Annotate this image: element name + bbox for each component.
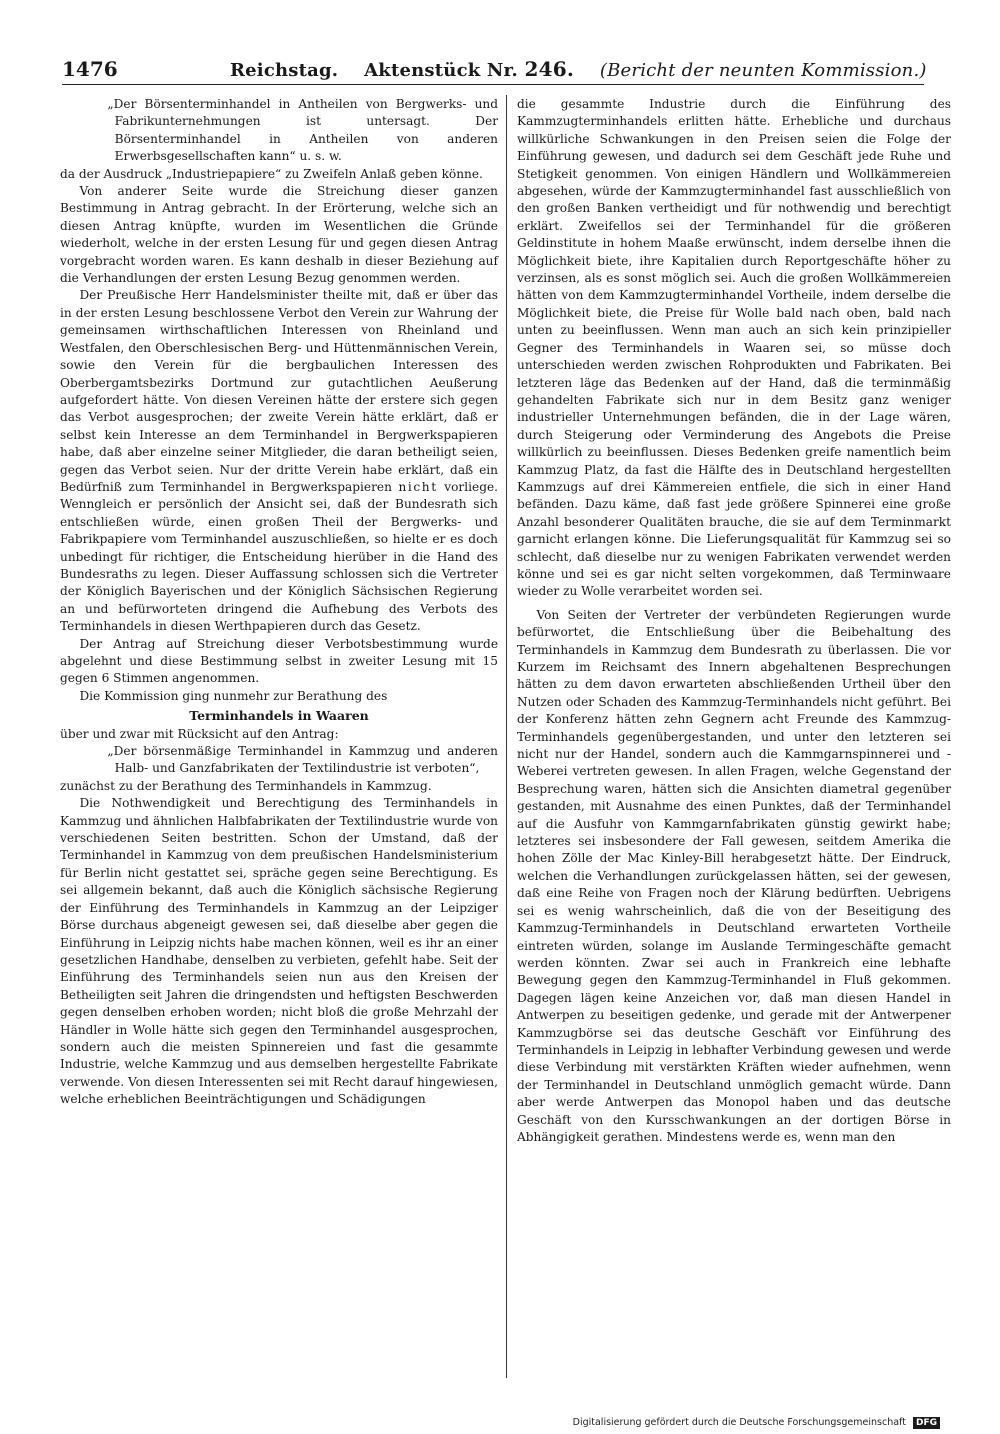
section-heading: Terminhandels in Waaren [189, 708, 369, 724]
dfg-logo: DFG [913, 1417, 940, 1429]
text-paragraph: Die Nothwendigkeit und Berechtigung des Terminhandels in Kammzug und ähnlichen Halbfabrikaten der Textilindustrie wurde von verschiedenen Seiten bestritten. Schon der Umstand, daß der Terminhandel in Kammzug von dem preußischen Handelsministerium für Berlin nicht gestattet sei, spräche gegen seine Berechtigung. Es sei allgemein bekannt, daß auch die Königlich sächsische Regierung der Einführung des Terminhandels in Kammzug an der Leipziger Börse durchaus abgeneigt gewesen sei, daß dieselbe aber gegen die Einführung in Leipzig nichts habe machen können, weil es ihr an einer gesetzlichen Handhabe, denselben zu verbieten, gefehlt habe. Seit der Einführung des Terminhandels seien nun aus den Kreisen der Betheiligten seit Jahren die dringendsten und heftigsten Beschwerden gegen denselben erhoben worden; nicht bloß die große Mehrzahl der Händler in Wolle hätte sich gegen den Terminhandel ausgesprochen, sondern auch die meisten Spinnereien und fast die gesammte Industrie, welche Kammzug und aus demselben hergestellte Fabrikate verwende. Von diesen Interessenten sei mit Recht darauf hingewiesen, welche erheblichen Beeinträchtigungen und Schädigungen [60, 796, 498, 1107]
left-column [60, 96, 498, 1109]
text-run: Der Preußische Herr Handelsminister theilte mit, daß er über das in der ersten Lesung beschlossene Verbot den Verein zur Wahrung der gemeinsamen wirthschaftlichen Interessen von Rheinland und Westfalen, den Oberschlesischen Berg- und Hüttenmännischen Verein, sowie den Verein für die bergbaulichen Interessen des Oberbergamtsbezirks Dortmund zur gutachtlichen Aeußerung aufgefordert hätte. Von diesen Vereinen hätte der erstere sich gegen das Verbot ausgesprochen; der zweite Verein hätte erklärt, daß er selbst kein Interesse an dem Terminhandel in Bergwerkspapieren habe, daß aber einzelne seiner Mitglieder, die daran betheiligt seien, gegen das Verbot seien. Nur der dritte Verein habe erklärt, daß ein Bedürfniß zum Terminhandel in Bergwerkspapieren [60, 288, 498, 494]
text-paragraph: Der Antrag auf Streichung dieser Verbotsbestimmung wurde abgelehnt und diese Bestimmung selbst in zweiter Lesung mit 15 gegen 6 Stimmen angenommen. [60, 636, 498, 686]
assembly-name: Reichstag. [230, 60, 339, 81]
text-paragraph: die gesammte Industrie durch die Einführung des Kammzugterminhandels erlitten hätte. Erhebliche und durchaus willkürliche Schwankungen in den Preisen seien die Folge der Einführung gewesen, und dadurch sei dem Geschäft jede Ruhe und Stetigkeit genommen. Von einigen Händlern und Wollkämmereien abgesehen, würde der Kammzugterminhandel fast ausschließlich von den großen Banken vertheidigt und für nothwendig und berechtigt erklärt. Zweifellos sei der Terminhandel für die größeren Geldinstitute in hohem Maaße erwünscht, indem derselbe ihnen die Möglichkeit biete, ihre Kapitalien durch Reportgeschäfte höher zu verzinsen, als es sonst möglich sei. Auch die großen Wollkämmereien hätten von dem Kammzugterminhandel Vortheile, indem derselbe die Möglichkeit biete, die Preise für Wolle bald nach oben, bald nach unten zu beeinflussen. Wenn man auch an sich kein prinzipieller Gegner des Terminhandels in Waaren sei, so müsse doch unterschieden werden zwischen Rohprodukten und Fabrikaten. Bei letzteren läge das Bedenken auf der Hand, daß die terminmäßig gehandelten Fabrikate sich nur in dem Besitz ganz weniger industrieller Unternehmungen befänden, die in der Lage wären, durch Steigerung oder Verminderung des Angebots die Preise willkürlich zu beeinflussen. Dieses Bedenken greife namentlich beim Kammzug Platz, da fast die Hälfte des in Deutschland hergestellten Kammzugs auf drei Kämmereien entfiele, die sich in einer Hand befänden. Dazu käme, daß fast jede größere Spinnerei eine große Anzahl besonderer Qualitäten brauche, die sie auf dem Terminmarkt garnicht erlangen könne. Die Lieferungsqualität für Kammzug sei so schlecht, daß dieselbe nur zu wenigen Fabrikaten verwendet werden könne und sei es gar nicht selten vorgekommen, daß Terminwaare wieder zu Wolle verarbeitet worden sei. [517, 97, 951, 599]
page-number: 1476 [62, 57, 118, 81]
right-column [517, 96, 951, 1146]
text-paragraph: da der Ausdruck „Industriepapiere“ zu Zweifeln Anlaß geben könne. [60, 166, 483, 181]
text-paragraph: Die Kommission ging nunmehr zur Berathung des [79, 688, 388, 703]
funding-text: Digitalisierung gefördert durch die Deutsche Forschungsgemeinschaft [572, 1417, 906, 1428]
report-title: (Bericht der neunten Kommission.) [599, 60, 927, 81]
funding-credit [573, 1416, 940, 1430]
document-label: Aktenstück Nr. [364, 60, 519, 81]
quote-paragraph: „Der börsenmäßige Terminhandel in Kammzug und anderen Halb- und Ganzfabrikaten der Textilindustrie ist verboten“, [107, 744, 498, 776]
quote-paragraph: „Der Börsenterminhandel in Antheilen von Bergwerks- und Fabrikunternehmungen ist untersagt. Der Börsenterminhandel in Antheilen von anderen Erwerbsgesellschaften kann“ u. s. w. [107, 97, 498, 164]
text-paragraph: Von Seiten der Vertreter der verbündeten Regierungen wurde befürwortet, die Entschließung über die Beibehaltung des Terminhandels in Kammzug dem Bundesrath zu überlassen. Die vor Kurzem im Reichsamt des Innern abgehaltenen Besprechungen hätten zu dem davon erwarteten abschließenden Urtheil über den Nutzen oder Schaden des Kammzug-Terminhandels nicht geführt. Bei der Konferenz hätten zehn Gegnern acht Freunde des Kammzug-Terminhandels gegenübergestanden, und unter den letzteren sei nicht nur der Handel, sondern auch die Kammgarnspinnerei und -Weberei vertreten gewesen. In allen Fragen, welche Gegenstand der Besprechung waren, hätten sich die Ansichten diametral gegenüber gestanden, mit Ausnahme des einen Punktes, daß der Terminhandel auf die Ausfuhr von Kammgarnfabrikaten günstig gewirkt habe; letzteres sei insbesondere der Fall gewesen, seitdem Amerika die hohen Zölle der Mac Kinley-Bill herabgesetzt hätte. Der Eindruck, welchen die Verhandlungen zurückgelassen hätten, sei der gewesen, daß eine Reihe von Fragen noch der Klärung bedürften. Uebrigens sei es wenig wahrscheinlich, daß die von der Beseitigung des Kammzug-Terminhandels in Deutschland erwarteten Vortheile eintreten würden, solange im Auslande Termingeschäfte gemacht werden könnten. Zwar sei auch in Frankreich eine lebhafte Bewegung gegen den Kammzug-Terminhandel in Fluß gekommen. Dagegen lägen keine Anzeichen vor, daß man diesen Handel in Antwerpen zu beseitigen gedenke, und gerade mit der Antwerpener Kammzugbörse sei das deutsche Geschäft vor Einführung des Terminhandels in Leipzig in lebhafter Verbindung gewesen und werde diese Verbindung mit verstärkten Kräften wieder aufnehmen, wenn der Terminhandel in Deutschland unmöglich gemacht würde. Dann aber werde Antwerpen das Monopol haben und das deutsche Geschäft von den Kursschwankungen an der dortigen Börse in Abhängigkeit gerathen. Mindestens werde es, wenn man den [517, 607, 951, 1144]
page-header [62, 54, 927, 84]
text-paragraph [60, 287, 498, 635]
text-paragraph: über und zwar mit Rücksicht auf den Antrag: [60, 726, 339, 741]
text-paragraph: zunächst zu der Berathung des Terminhandels in Kammzug. [60, 778, 432, 793]
text-paragraph: Von anderer Seite wurde die Streichung dieser ganzen Bestimmung in Antrag gebracht. In der Erörterung, welche sich an diesen Antrag knüpfte, wurden im Wesentlichen die Gründe wiederholt, welche in der ersten Lesung für und gegen diesen Antrag vorgebracht worden waren. Es kann deshalb in dieser Beziehung auf die Verhandlungen der ersten Lesung Bezug genommen werden. [60, 184, 498, 286]
text-run: vorliege. Wenngleich er persönlich der Ansicht sei, daß der Bundesrath sich entschließen würde, einen großen Theil der Bergwerks- und Fabrikpapiere vom Terminhandel auszuschließen, so hielte er es doch unbedingt für richtiger, die Entscheidung hierüber in die Hand des Bundesraths zu legen. Dieser Auffassung schlossen sich die Vertreter der Königlich Bayerischen und der Königlich Sächsischen Regierung an und befürworteten dringend die Aufhebung des Verbots des Terminhandels in diesen Werthpapieren durch das Gesetz. [60, 479, 499, 634]
column-divider [506, 95, 507, 1378]
running-title [230, 54, 927, 86]
document-number: 246. [524, 57, 575, 81]
emphasized-word: nicht [398, 479, 438, 494]
header-rule [62, 84, 924, 85]
